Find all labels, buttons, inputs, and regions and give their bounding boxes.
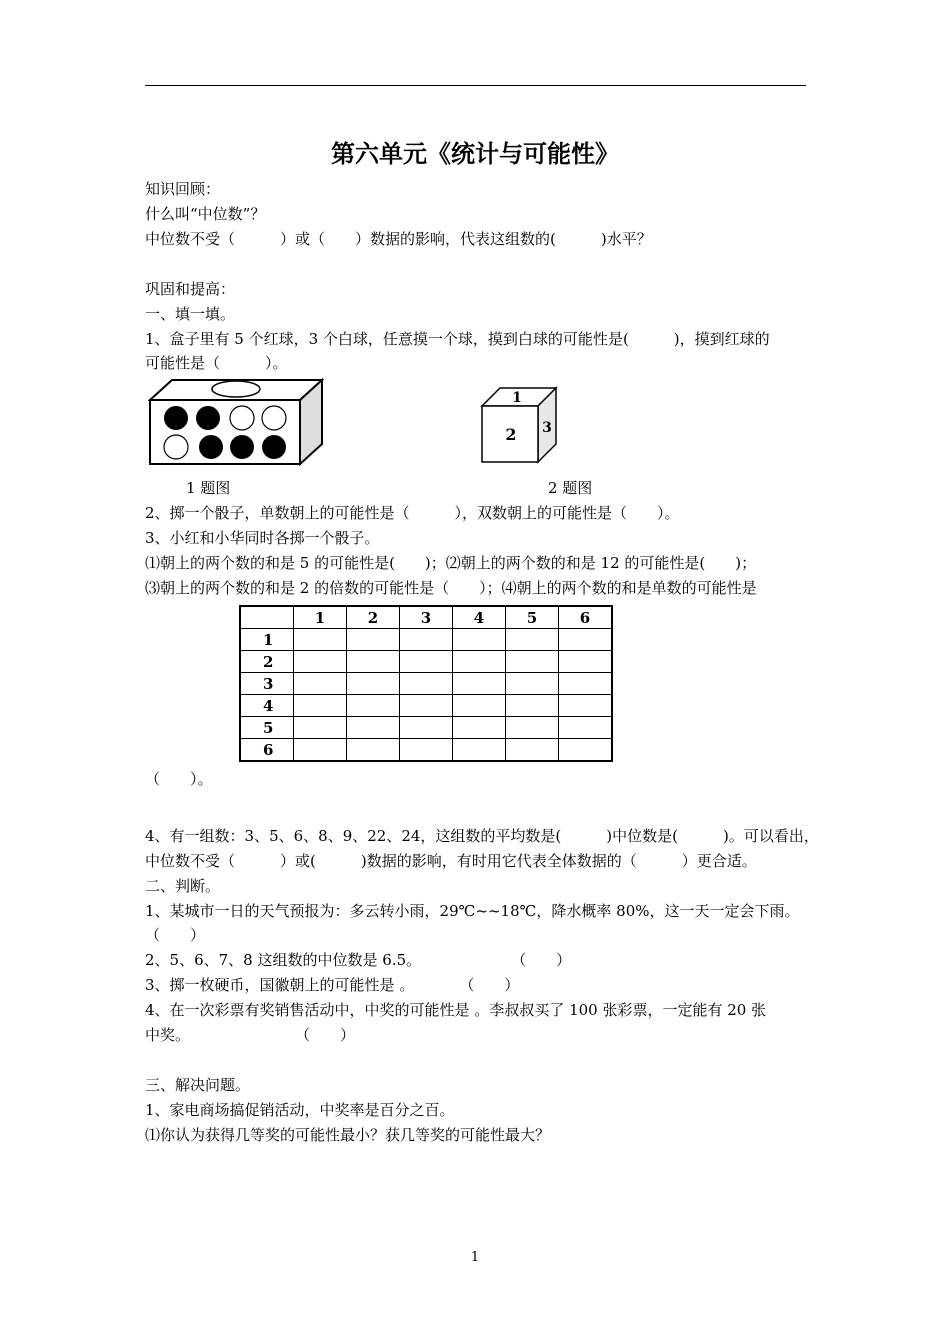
die-face-top: 1 [512,390,522,406]
table-cell[interactable] [453,695,506,717]
solve-problem-1-question: ⑴你认为获得几等奖的可能性最小？获几等奖的可能性最大？ [145,1126,551,1144]
die-face-front: 2 [505,425,517,444]
table-cell[interactable] [506,629,559,651]
table-cell[interactable] [347,695,400,717]
table-cell[interactable] [506,717,559,739]
judge-item-2: 2、5、6、7、8 这组数的中位数是 6.5。 （ ） [145,951,572,969]
solve-problem-1: 1、家电商场搞促销活动，中奖率是百分之百。 [145,1101,455,1119]
table-cell[interactable] [559,695,613,717]
table-row-header: 2 [240,651,294,673]
table-cell[interactable] [294,673,347,695]
table-cell[interactable] [347,673,400,695]
table-col-header: 6 [559,606,613,629]
table-cell[interactable] [453,629,506,651]
table-row-header: 3 [240,673,294,695]
table-row [240,695,612,717]
problem-4-line-1: 4、有一组数：3、5、6、8、9、22、24，这组数的平均数是( )中位数是( )。可以看出， [145,827,819,845]
table-cell[interactable] [506,673,559,695]
table-cell[interactable] [559,629,613,651]
table-cell[interactable] [294,695,347,717]
table-row-header: 4 [240,695,294,717]
judge-item-4-line-2: 中奖。 （ ） [145,1026,356,1044]
judge-heading: 二、判断。 [145,877,221,895]
table-cell[interactable] [400,739,453,762]
table-cell[interactable] [400,695,453,717]
red-ball [164,406,188,430]
table-col-header: 4 [453,606,506,629]
table-row [240,739,612,762]
review-question-2: 中位数不受（ ）或（ ）数据的影响，代表这组数的( )水平？ [145,230,652,248]
problem-3-end: （ ）。 [145,770,213,788]
table-cell[interactable] [453,717,506,739]
table-cell[interactable] [400,651,453,673]
problem-1-line-1: 1、盒子里有 5 个红球，3 个白球，任意摸一个球，摸到白球的可能性是( )，摸到红球的 [145,330,770,348]
red-ball [199,435,223,459]
table-cell[interactable] [400,629,453,651]
die-face-right: 3 [542,420,552,436]
table-corner-cell [240,606,294,629]
problem-2: 2、掷一个骰子，单数朝上的可能性是（ ），双数朝上的可能性是（ ）。 [145,504,680,522]
table-cell[interactable] [347,717,400,739]
problem-4-line-2: 中位数不受（ ）或( )数据的影响，有时用它代表全体数据的（ ）更合适。 [145,852,757,870]
dice-sum-table [239,605,613,762]
table-cell[interactable] [559,673,613,695]
practice-heading: 巩固和提高： [145,280,236,298]
table-cell[interactable] [559,651,613,673]
figure-1-caption: 1 题图 [186,479,231,497]
table-cell[interactable] [400,717,453,739]
judge-item-4-line-1: 4、在一次彩票有奖销售活动中，中奖的可能性是 。李叔叔买了 100 张彩票，一定能有 20 张 [145,1001,767,1019]
table-cell[interactable] [506,651,559,673]
page-title: 第六单元《统计与可能性》 [331,139,619,168]
table-cell[interactable] [453,673,506,695]
problem-1-line-2: 可能性是（ ）。 [145,354,288,372]
table-cell[interactable] [347,629,400,651]
figure-2-caption: 2 题图 [548,479,593,497]
problem-3: 3、小红和小华同时各掷一个骰子。 [145,529,380,547]
judge-item-1: 1、某城市一日的天气预报为：多云转小雨，29℃~~18℃，降水概率 80%，这一天一定会下雨。 [145,902,800,920]
table-row [240,651,612,673]
table-col-header: 5 [506,606,559,629]
judge-item-1-paren: （ ） [145,926,206,944]
table-row-header: 1 [240,629,294,651]
table-cell[interactable] [347,651,400,673]
table-row-header: 5 [240,717,294,739]
table-cell[interactable] [506,739,559,762]
header-rule [145,85,806,86]
page-number: 1 [470,1250,480,1265]
table-cell[interactable] [559,717,613,739]
table-row-header: 6 [240,739,294,762]
white-ball [262,406,286,430]
table-cell[interactable] [453,739,506,762]
ball-box-figure [148,376,324,466]
review-question-1: 什么叫“中位数”？ [145,205,266,223]
problem-3-part-a: ⑴朝上的两个数的和是 5 的可能性是( )；⑵朝上的两个数的和是 12 的可能性是( )； [145,554,757,572]
review-heading: 知识回顾： [145,180,221,198]
table-cell[interactable] [294,717,347,739]
table-cell[interactable] [453,651,506,673]
table-row [240,673,612,695]
table-row [240,629,612,651]
problem-3-part-b: ⑶朝上的两个数的和是 2 的倍数的可能性是（ ）；⑷朝上的两个数的和是单数的可能性是 [145,579,757,597]
table-cell[interactable] [347,739,400,762]
table-col-header: 1 [294,606,347,629]
table-col-header: 3 [400,606,453,629]
table-header-row [240,606,612,629]
red-ball [196,406,220,430]
table-cell[interactable] [294,629,347,651]
table-cell[interactable] [400,673,453,695]
table-cell[interactable] [506,695,559,717]
table-col-header: 2 [347,606,400,629]
table-cell[interactable] [559,739,613,762]
red-ball [262,435,286,459]
die-figure [480,386,560,466]
table-row [240,717,612,739]
solve-heading: 三、解决问题。 [145,1076,251,1094]
white-ball [164,435,188,459]
judge-item-3: 3、掷一枚硬币，国徽朝上的可能性是 。 （ ） [145,976,520,994]
section-1-heading: 一、填一填。 [145,305,236,323]
white-ball [230,406,254,430]
table-cell[interactable] [294,651,347,673]
red-ball [230,435,254,459]
table-cell[interactable] [294,739,347,762]
